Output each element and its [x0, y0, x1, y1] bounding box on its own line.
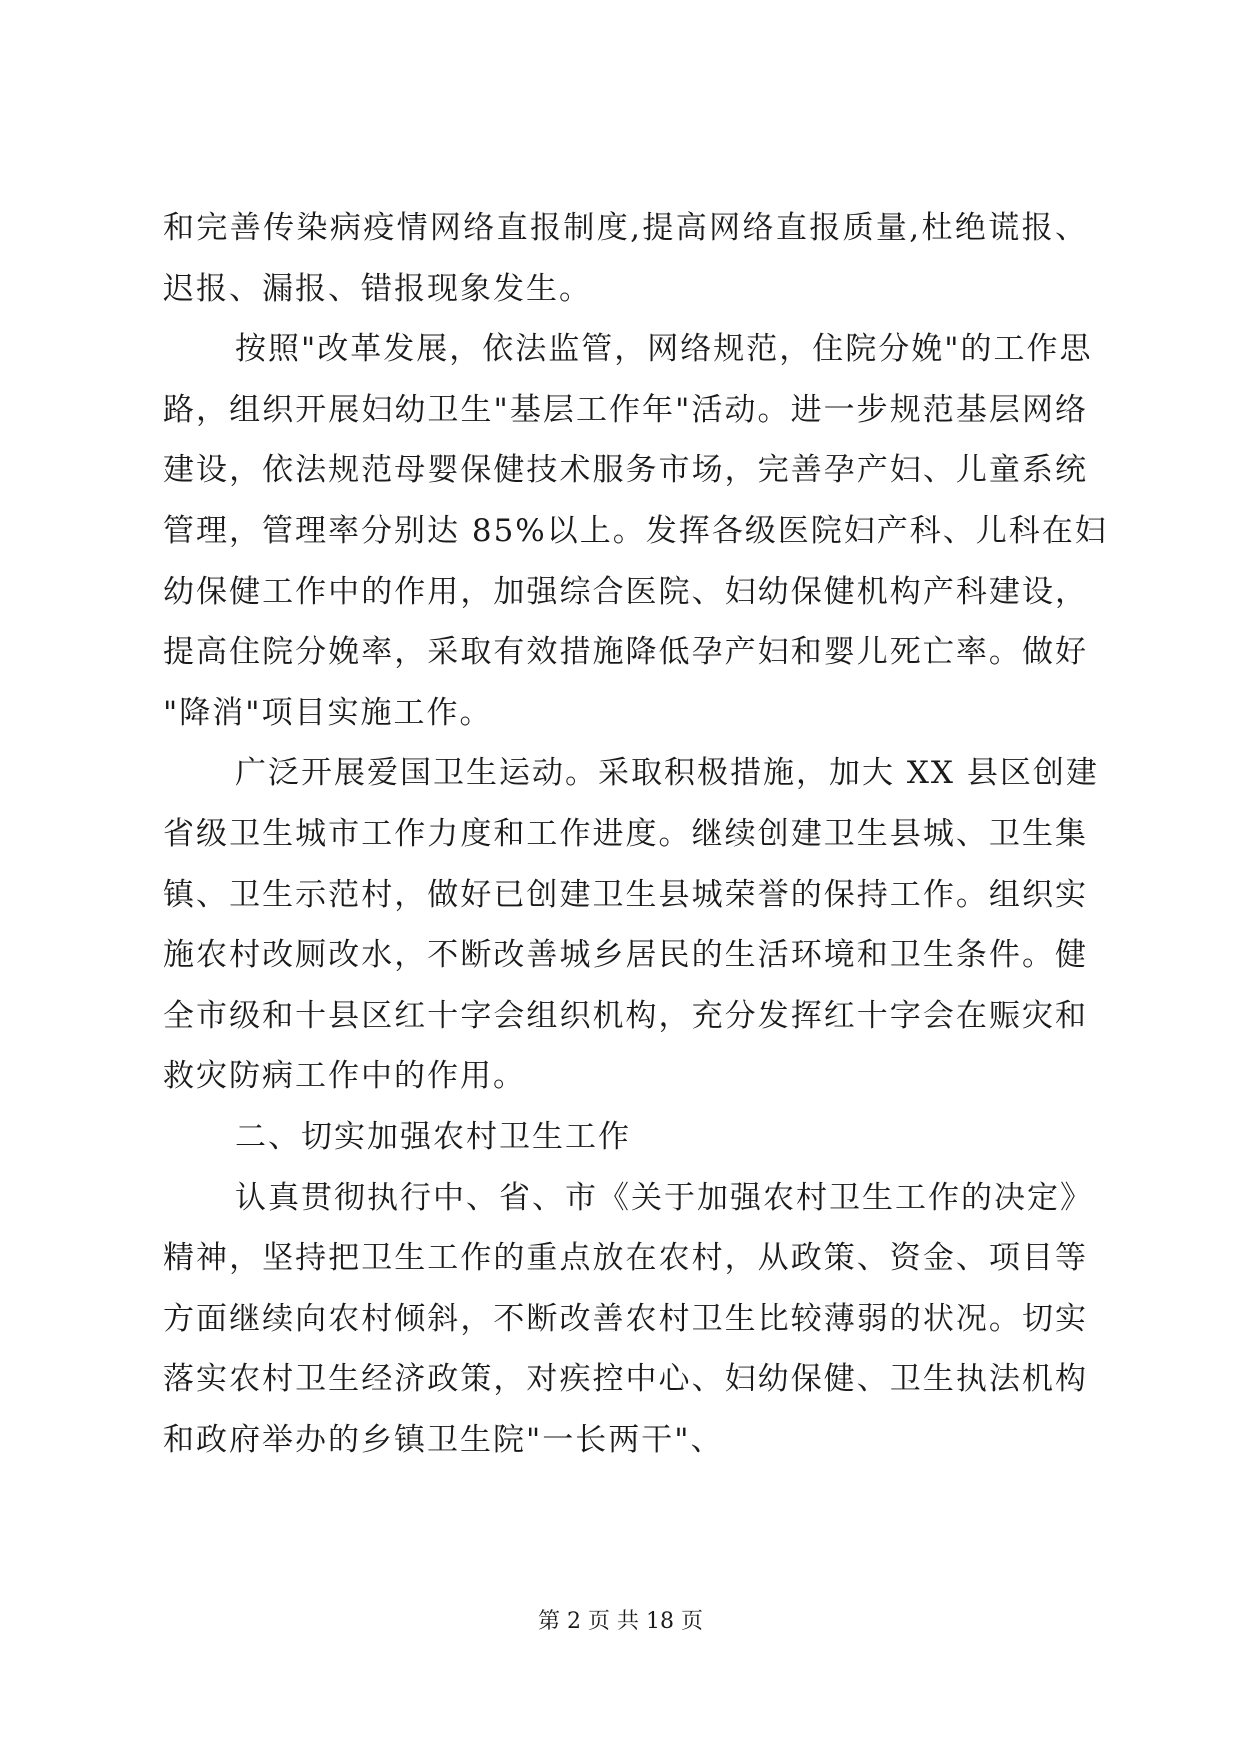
text-line: 精神，坚持把卫生工作的重点放在农村，从政策、资金、项目等 — [163, 1240, 1088, 1277]
text-line: 镇、卫生示范村，做好已创建卫生县城荣誉的保持工作。组织实 — [163, 876, 1088, 913]
text-line: 路，组织开展妇幼卫生"基层工作年"活动。进一步规范基层网络 — [163, 391, 1088, 428]
text-line: 和完善传染病疫情网络直报制度,提高网络直报质量,杜绝谎报、 — [163, 210, 1088, 246]
page-number: 第 2 页 共 18 页 — [538, 1609, 703, 1634]
page-footer — [0, 1607, 1241, 1637]
text-line: 认真贯彻执行中、省、市《关于加强农村卫生工作的决定》 — [235, 1179, 1093, 1216]
text-line: 落实农村卫生经济政策，对疾控中心、妇幼保健、卫生执法机构 — [163, 1361, 1088, 1398]
text-line: 施农村改厕改水，不断改善城乡居民的生活环境和卫生条件。健 — [163, 937, 1088, 974]
text-line: 迟报、漏报、错报现象发生。 — [163, 270, 592, 307]
text-line: 方面继续向农村倾斜，不断改善农村卫生比较薄弱的状况。切实 — [163, 1300, 1088, 1337]
body-text — [163, 198, 1108, 1470]
text-line: 全市级和十县区红十字会组织机构，充分发挥红十字会在赈灾和 — [163, 997, 1088, 1034]
text-line: 广泛开展爱国卫生运动。采取积极措施，加大 XX 县区创建 — [235, 755, 1099, 792]
text-line: 建设，依法规范母婴保健技术服务市场，完善孕产妇、儿童系统 — [163, 452, 1088, 489]
text-line: 按照"改革发展，依法监管，网络规范，住院分娩"的工作思 — [235, 331, 1093, 368]
text-line: 救灾防病工作中的作用。 — [163, 1058, 526, 1095]
text-line: 省级卫生城市工作力度和工作进度。继续创建卫生县城、卫生集 — [163, 815, 1088, 852]
text-line: 提高住院分娩率，采取有效措施降低孕产妇和婴儿死亡率。做好 — [163, 634, 1088, 671]
text-line: 幼保健工作中的作用，加强综合医院、妇幼保健机构产科建设， — [163, 573, 1088, 610]
text-line: "降消"项目实施工作。 — [163, 694, 493, 731]
section-heading: 二、切实加强农村卫生工作 — [235, 1118, 631, 1155]
text-line: 和政府举办的乡镇卫生院"一长两干"、 — [163, 1421, 724, 1458]
text-line: 管理，管理率分别达 85%以上。发挥各级医院妇产科、儿科在妇 — [163, 512, 1108, 549]
